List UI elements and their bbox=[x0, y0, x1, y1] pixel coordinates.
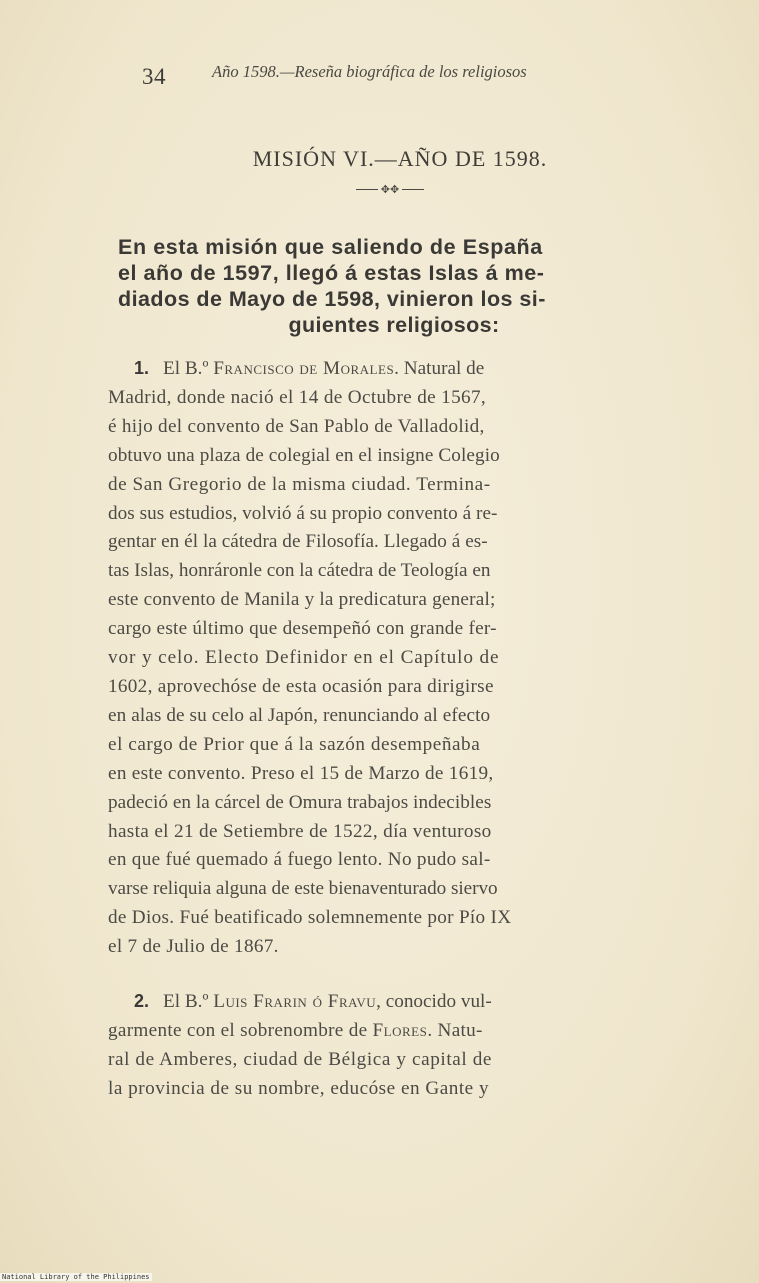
text-line: é hijo del convento de San Pablo de Valladolid, bbox=[108, 415, 485, 437]
intro-line: En esta misión que saliendo de España bbox=[118, 235, 543, 259]
entry-first-line: 2. El B.º Luis Frarin ó Fravu, conocido vul- bbox=[108, 987, 672, 1017]
text-line: de Dios. Fué beatificado solemnemente por Pío IX bbox=[108, 907, 512, 929]
text-line: varse reliquia alguna de este bienaventurado siervo bbox=[108, 878, 498, 900]
fleuron-icon: ✥✥ bbox=[380, 183, 400, 196]
text-line: hasta el 21 de Setiembre de 1522, día venturoso bbox=[108, 820, 492, 842]
text-line: el 7 de Julio de 1867. bbox=[108, 936, 279, 958]
text-line: padeció en la cárcel de Omura trabajos indecibles bbox=[108, 791, 492, 813]
text-line: obtuvo una plaza de colegial en el insigne Colegio bbox=[108, 444, 500, 466]
text-line: cargo este último que desempeñó con grande fer- bbox=[108, 618, 497, 640]
nickname: Flores bbox=[372, 1019, 428, 1041]
text-line: 1602, aprovechóse de esta ocasión para dirigirse bbox=[108, 675, 494, 697]
entry-first-line: 1. El B.º Francisco de Morales. Natural de bbox=[108, 354, 672, 384]
entry-luis-frarin bbox=[108, 987, 672, 1104]
text-line: este convento de Manila y la predicatura general; bbox=[108, 589, 496, 611]
running-head: Año 1598.—Reseña biográfica de los religiosos bbox=[212, 62, 527, 81]
text-line: la provincia de su nombre, educóse en Gante y bbox=[108, 1077, 490, 1099]
library-watermark: National Library of the Philippines bbox=[2, 1273, 150, 1281]
text-line: de San Gregorio de la misma ciudad. Termina- bbox=[108, 473, 491, 495]
page-number: 34 bbox=[142, 64, 166, 89]
text-line: garmente con el sobrenombre de Flores. Natu- bbox=[108, 1019, 483, 1041]
mission-title: MISIÓN VI.—AÑO DE 1598. bbox=[252, 146, 548, 171]
person-name: Francisco de Morales bbox=[213, 358, 395, 379]
text-line: en que fué quemado á fuego lento. No pudo sal- bbox=[108, 849, 491, 871]
entry-number: 2. bbox=[134, 991, 150, 1011]
text-line: en alas de su celo al Japón, renunciando al efecto bbox=[108, 704, 491, 726]
intro-line: guientes religiosos: bbox=[288, 313, 500, 337]
entry-francisco-de-morales bbox=[108, 354, 672, 962]
text-line: en este convento. Preso el 15 de Marzo de 1619, bbox=[108, 762, 494, 784]
intro-line: el año de 1597, llegó á estas Islas á me- bbox=[118, 261, 545, 285]
ornament-divider bbox=[350, 180, 430, 200]
intro-paragraph bbox=[118, 234, 670, 338]
page-header bbox=[142, 62, 662, 94]
text-line: vor y celo. Electo Definidor en el Capítulo de bbox=[108, 647, 500, 669]
person-name: Luis Frarin ó Fravu bbox=[213, 991, 377, 1012]
text-line: dos sus estudios, volvió á su propio convento á re- bbox=[108, 502, 498, 524]
entry-number: 1. bbox=[134, 358, 150, 378]
text-line: el cargo de Prior que á la sazón desempeñaba bbox=[108, 733, 481, 755]
intro-line: diados de Mayo de 1598, vinieron los si- bbox=[118, 287, 546, 311]
text-line: gentar en él la cátedra de Filosofía. Llegado á es- bbox=[108, 531, 488, 553]
text-line: tas Islas, honráronle con la cátedra de Teología en bbox=[108, 560, 491, 582]
text-line: ral de Amberes, ciudad de Bélgica y capital de bbox=[108, 1048, 493, 1070]
text-line: Madrid, donde nació el 14 de Octubre de 1567, bbox=[108, 386, 487, 408]
